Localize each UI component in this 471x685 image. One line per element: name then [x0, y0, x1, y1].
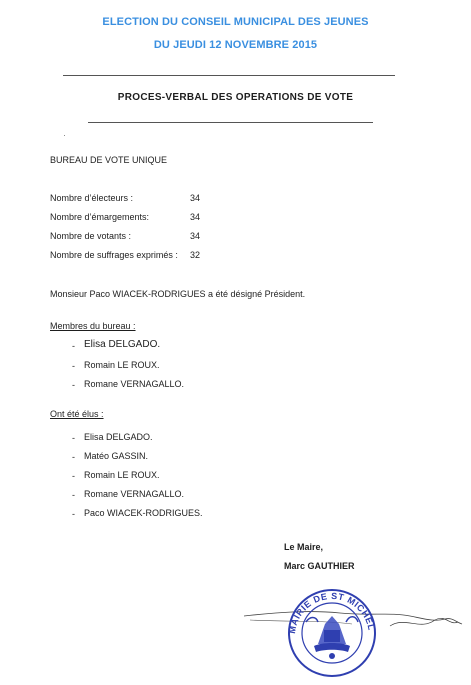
elected-item: Matéo GASSIN. — [84, 451, 149, 461]
member-item: Romain LE ROUX. — [84, 360, 160, 370]
list-dash: - — [72, 509, 75, 519]
stat-label: Nombre d’électeurs : — [50, 193, 134, 203]
stray-mark: · — [63, 130, 66, 140]
member-item: Elisa DELGADO. — [84, 339, 161, 350]
member-item: Romane VERNAGALLO. — [84, 379, 185, 389]
stat-value: 34 — [190, 231, 201, 241]
elected-heading: Ont été élus : — [50, 409, 104, 419]
stat-value: 34 — [190, 193, 201, 203]
election-date: DU JEUDI 12 NOVEMBRE 2015 — [153, 39, 318, 51]
list-dash: - — [72, 433, 75, 443]
stat-label: Nombre de suffrages exprimés : — [50, 250, 178, 260]
stat-value: 34 — [190, 212, 201, 222]
president-line: Monsieur Paco WIACEK-RODRIGUES a été désigné Président. — [50, 289, 306, 299]
stat-label: Nombre d’émargements: — [50, 212, 150, 222]
list-dash: - — [72, 341, 75, 351]
mayor-role: Le Maire, — [284, 542, 324, 552]
mayor-name: Marc GAUTHIER — [284, 561, 355, 571]
stat-value: 32 — [190, 250, 201, 260]
members-heading: Membres du bureau : — [50, 321, 136, 331]
title-divider — [88, 122, 373, 123]
svg-text:MAIRIE DE ST MICHEL DE CHAILLO: MAIRIE DE ST MICHEL — [286, 590, 377, 635]
stamp-graphic — [240, 586, 471, 680]
election-title: ELECTION DU CONSEIL MUNICIPAL DES JEUNES — [102, 16, 369, 28]
list-dash: - — [72, 361, 75, 371]
list-dash: - — [72, 380, 75, 390]
elected-item: Elisa DELGADO. — [84, 432, 153, 442]
bureau-label: BUREAU DE VOTE UNIQUE — [50, 155, 168, 165]
official-stamp — [240, 586, 471, 680]
list-dash: - — [72, 490, 75, 500]
elected-item: Paco WIACEK-RODRIGUES. — [84, 508, 203, 518]
elected-item: Romane VERNAGALLO. — [84, 489, 185, 499]
stat-label: Nombre de votants : — [50, 231, 132, 241]
elected-item: Romain LE ROUX. — [84, 470, 160, 480]
document-title: PROCES-VERBAL DES OPERATIONS DE VOTE — [117, 92, 354, 103]
list-dash: - — [72, 471, 75, 481]
list-dash: - — [72, 452, 75, 462]
top-divider — [63, 75, 395, 76]
